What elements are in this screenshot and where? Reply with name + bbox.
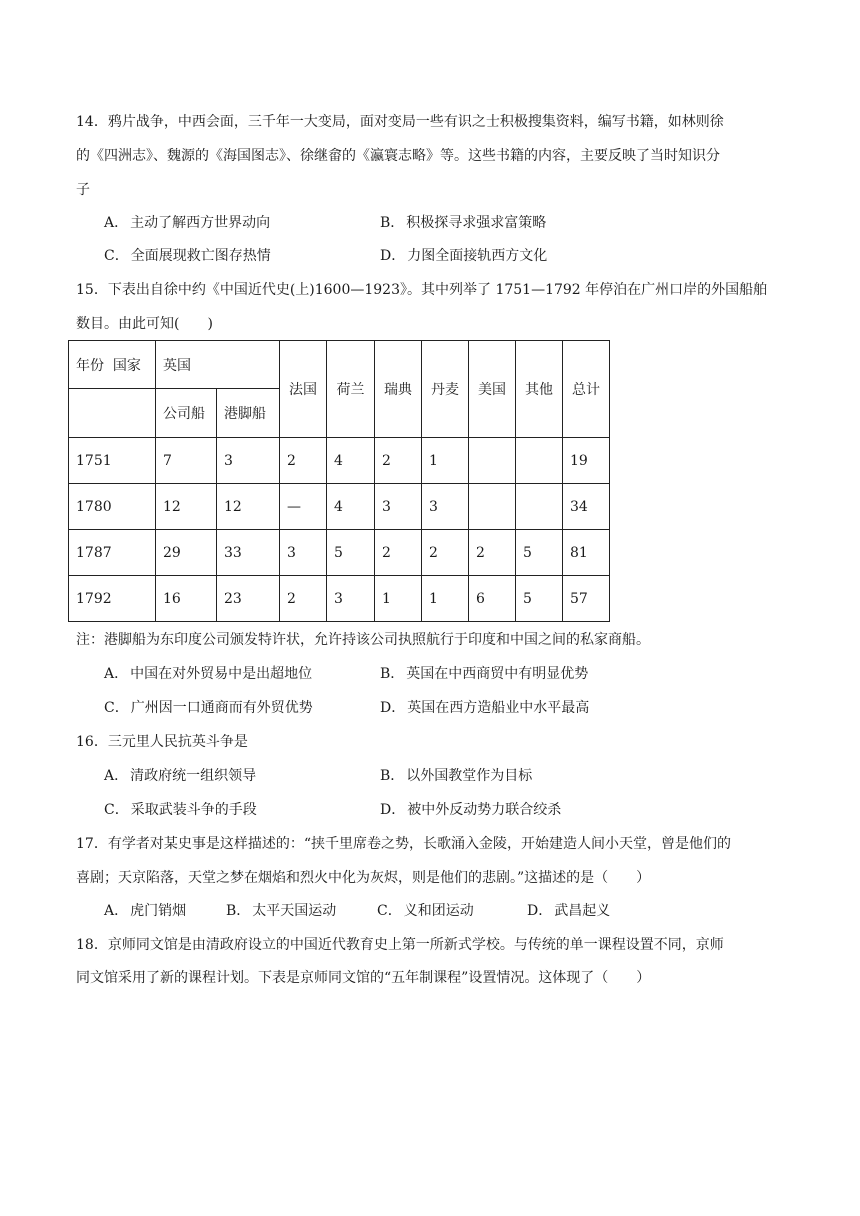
option-label: C． <box>104 700 129 716</box>
option-label: A． <box>104 215 129 231</box>
q15-table-note: 注：港脚船为东印度公司颁发特许状，允许持该公司执照航行于印度和中国之间的私家商船。 <box>76 632 650 648</box>
option-text: 积极探寻求强求富策略 <box>406 215 547 231</box>
option-text: 采取武装斗争的手段 <box>130 802 257 818</box>
header-france: 法国 <box>280 341 327 438</box>
q17-option-a[interactable] <box>104 901 186 921</box>
cell-year: 1787 <box>69 530 156 576</box>
q14-option-b[interactable] <box>380 213 546 233</box>
option-text: 全面展现救亡图存热情 <box>130 248 271 264</box>
option-text: 力图全面接轨西方文化 <box>407 248 548 264</box>
table-cell: 5 <box>516 576 563 622</box>
table-cell: 23 <box>217 576 280 622</box>
q17-option-d[interactable] <box>527 901 610 921</box>
table-row <box>69 530 610 576</box>
table-cell: 19 <box>563 438 610 484</box>
q18-stem-line-1: 18．京师同文馆是由清政府设立的中国近代教育史上第一所新式学校。与传统的单一课程设置不同，京师 <box>76 937 724 953</box>
q16-option-d[interactable] <box>380 800 561 820</box>
table-cell <box>516 484 563 530</box>
table-cell: 5 <box>516 530 563 576</box>
q16-stem: 16．三元里人民抗英斗争是 <box>76 734 248 750</box>
table-cell: 2 <box>280 576 327 622</box>
option-label: B． <box>380 768 405 784</box>
option-text: 英国在中西商贸中有明显优势 <box>406 666 589 682</box>
q18-stem-line-2: 同文馆采用了新的课程计划。下表是京师同文馆的“五年制课程”设置情况。这体现了（ ） <box>76 970 651 986</box>
table-cell: 2 <box>375 530 422 576</box>
q15-option-a[interactable] <box>104 664 312 684</box>
option-label: D． <box>380 700 406 716</box>
option-text: 义和团运动 <box>403 903 474 919</box>
option-text: 以外国教堂作为目标 <box>406 768 533 784</box>
table-cell: 4 <box>327 438 375 484</box>
option-label: D． <box>380 802 406 818</box>
table-cell: 57 <box>563 576 610 622</box>
table-cell: 1 <box>375 576 422 622</box>
table-cell: 12 <box>217 484 280 530</box>
option-label: C． <box>104 248 129 264</box>
q14-option-a[interactable] <box>104 213 270 233</box>
cell-year: 1792 <box>69 576 156 622</box>
table-cell <box>469 484 516 530</box>
q16-option-a[interactable] <box>104 766 256 786</box>
q14-stem-line-2: 的《四洲志》、魏源的《海国图志》、徐继畲的《瀛寰志略》等。这些书籍的内容，主要反映了当时知识分 <box>76 148 720 164</box>
option-text: 清政府统一组织领导 <box>130 768 257 784</box>
q17-option-c[interactable] <box>377 901 474 921</box>
q14-stem-line-1: 14．鸦片战争，中西会面，三千年一大变局，面对变局一些有识之士积极搜集资料，编写书籍，如林则徐 <box>76 114 724 130</box>
ships-table <box>68 340 610 622</box>
table-cell: 16 <box>156 576 217 622</box>
table-cell: 3 <box>217 438 280 484</box>
table-cell: — <box>280 484 327 530</box>
option-text: 太平天国运动 <box>252 903 337 919</box>
option-text: 虎门销烟 <box>130 903 187 919</box>
header-sweden: 瑞典 <box>375 341 422 438</box>
q15-option-c[interactable] <box>104 698 313 718</box>
header-usa: 美国 <box>469 341 516 438</box>
table-cell: 29 <box>156 530 217 576</box>
table-cell: 33 <box>217 530 280 576</box>
table-cell: 2 <box>375 438 422 484</box>
option-label: B． <box>226 903 251 919</box>
option-text: 英国在西方造船业中水平最高 <box>407 700 590 716</box>
table-row <box>69 438 610 484</box>
option-label: B． <box>380 666 405 682</box>
q14-option-d[interactable] <box>380 246 547 266</box>
q14-stem-line-3: 子 <box>76 182 90 198</box>
q15-stem-line-1: 15．下表出自徐中约《中国近代史(上)1600—1923》。其中列举了 1751—1792 年停泊在广州口岸的外国船舶 <box>76 282 768 298</box>
option-label: D． <box>380 248 406 264</box>
table-cell: 2 <box>469 530 516 576</box>
table-cell: 4 <box>327 484 375 530</box>
table-row <box>69 484 610 530</box>
table-cell: 7 <box>156 438 217 484</box>
table-cell: 6 <box>469 576 516 622</box>
table-cell <box>516 438 563 484</box>
option-label: A． <box>104 768 129 784</box>
cell-year: 1751 <box>69 438 156 484</box>
option-label: A． <box>104 666 129 682</box>
table-cell: 81 <box>563 530 610 576</box>
header-uk-country-ship: 港脚船 <box>217 389 280 438</box>
table-cell: 12 <box>156 484 217 530</box>
option-text: 广州因一口通商而有外贸优势 <box>130 700 313 716</box>
q16-option-c[interactable] <box>104 800 257 820</box>
table-cell: 1 <box>422 576 469 622</box>
option-text: 主动了解西方世界动向 <box>130 215 271 231</box>
q14-option-c[interactable] <box>104 246 271 266</box>
header-netherlands: 荷兰 <box>327 341 375 438</box>
header-total: 总计 <box>563 341 610 438</box>
header-other: 其他 <box>516 341 563 438</box>
option-label: B． <box>380 215 405 231</box>
option-label: A． <box>104 903 129 919</box>
option-label: C． <box>377 903 402 919</box>
table-cell: 34 <box>563 484 610 530</box>
table-cell: 2 <box>422 530 469 576</box>
q17-stem-line-2: 喜剧；天京陷落，天堂之梦在烟焰和烈火中化为灰烬，则是他们的悲剧。”这描述的是（ ） <box>76 870 651 886</box>
option-text: 被中外反动势力联合绞杀 <box>407 802 562 818</box>
q15-stem-line-2: 数目。由此可知( ) <box>76 316 213 332</box>
table-cell: 3 <box>327 576 375 622</box>
header-denmark: 丹麦 <box>422 341 469 438</box>
table-cell: 3 <box>422 484 469 530</box>
table-corner-empty <box>69 389 156 438</box>
table-corner-header: 年份 国家 <box>69 341 156 389</box>
table-cell: 3 <box>375 484 422 530</box>
table-cell: 5 <box>327 530 375 576</box>
table-cell <box>469 438 516 484</box>
option-text: 中国在对外贸易中是出超地位 <box>130 666 313 682</box>
option-text: 武昌起义 <box>554 903 611 919</box>
q15-option-d[interactable] <box>380 698 589 718</box>
option-label: D． <box>527 903 553 919</box>
header-uk-company-ship: 公司船 <box>156 389 217 438</box>
q16-option-b[interactable] <box>380 766 532 786</box>
table-row <box>69 576 610 622</box>
table-cell: 1 <box>422 438 469 484</box>
option-label: C． <box>104 802 129 818</box>
table-header-row <box>69 341 610 389</box>
header-uk: 英国 <box>156 341 280 389</box>
q15-option-b[interactable] <box>380 664 588 684</box>
table-cell: 2 <box>280 438 327 484</box>
q17-option-b[interactable] <box>226 901 336 921</box>
cell-year: 1780 <box>69 484 156 530</box>
q17-stem-line-1: 17．有学者对某史事是这样描述的：“挟千里席卷之势，长歌涌入金陵，开始建造人间小天堂，曾是他们的 <box>76 836 731 852</box>
table-cell: 3 <box>280 530 327 576</box>
